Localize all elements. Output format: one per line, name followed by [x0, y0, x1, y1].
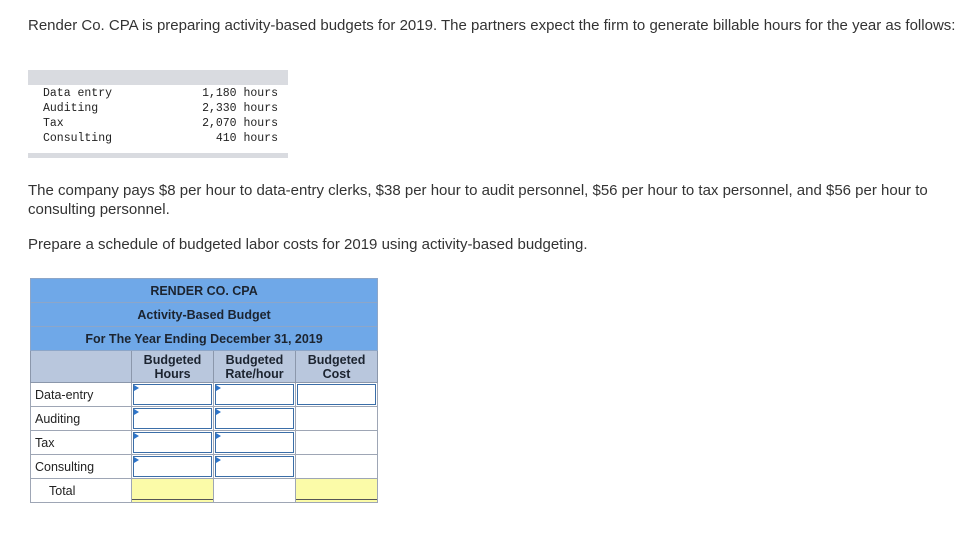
- double-underline: [296, 499, 377, 500]
- column-header-cost: Budgeted Cost: [296, 351, 378, 383]
- data-entry-hours-input[interactable]: [133, 384, 212, 405]
- row-label: Tax: [31, 431, 132, 455]
- auditing-cost-cell[interactable]: [296, 407, 378, 431]
- table-row-total: [31, 479, 378, 503]
- hours-row-auditing: [28, 101, 288, 116]
- billable-hours-box: [28, 70, 288, 158]
- hours-value: 2,330 hours: [202, 102, 278, 115]
- instruction-paragraph: Prepare a schedule of budgeted labor costs for 2019 using activity-based budgeting.: [28, 236, 588, 253]
- consulting-rate-input[interactable]: [215, 456, 294, 477]
- intro-paragraph: Render Co. CPA is preparing activity-based budgets for 2019. The partners expect the firm to generate billable hours for the year as follows:: [28, 17, 956, 34]
- hours-activity: Tax: [43, 117, 64, 130]
- row-label: Data-entry: [31, 383, 132, 407]
- column-header-hours: Budgeted Hours: [132, 351, 214, 383]
- row-label: Consulting: [31, 455, 132, 479]
- consulting-cost-cell[interactable]: [296, 455, 378, 479]
- activity-budget-table: [30, 278, 378, 503]
- rate-cell: [214, 407, 296, 431]
- rate-cell: [214, 431, 296, 455]
- hours-cell: [132, 455, 214, 479]
- tax-rate-input[interactable]: [215, 432, 294, 453]
- hours-activity: Data entry: [43, 87, 113, 100]
- rate-cell: [214, 383, 296, 407]
- table-title-company: RENDER CO. CPA: [31, 279, 378, 303]
- tax-cost-cell[interactable]: [296, 431, 378, 455]
- hours-box-top-bar: [28, 70, 288, 85]
- row-label: Auditing: [31, 407, 132, 431]
- table-title-budget: Activity-Based Budget: [31, 303, 378, 327]
- table-title-period: For The Year Ending December 31, 2019: [31, 327, 378, 351]
- hours-value: 410 hours: [215, 132, 278, 145]
- hours-cell: [132, 431, 214, 455]
- double-underline: [132, 499, 213, 500]
- table-row-tax: [31, 431, 378, 455]
- tax-hours-input[interactable]: [133, 432, 212, 453]
- column-header-blank: [31, 351, 132, 383]
- table-row-auditing: [31, 407, 378, 431]
- hours-value: 1,180 hours: [202, 87, 278, 100]
- total-hours-cell[interactable]: [132, 479, 214, 503]
- hours-row-tax: [28, 116, 288, 131]
- data-entry-rate-input[interactable]: [215, 384, 294, 405]
- total-label: Total: [31, 479, 132, 503]
- hours-cell: [132, 383, 214, 407]
- hours-cell: [132, 407, 214, 431]
- column-header-rate: Budgeted Rate/hour: [214, 351, 296, 383]
- hours-box-bottom-bar: [28, 153, 288, 158]
- hours-activity: Auditing: [43, 102, 99, 115]
- table-row-data-entry: [31, 383, 378, 407]
- hours-activity: Consulting: [43, 132, 113, 145]
- cost-cell: [296, 383, 378, 407]
- auditing-rate-input[interactable]: [215, 408, 294, 429]
- table-row-consulting: [31, 455, 378, 479]
- total-cost-cell[interactable]: [296, 479, 378, 503]
- total-rate-cell: [214, 479, 296, 503]
- hours-row-consulting: [28, 131, 288, 146]
- auditing-hours-input[interactable]: [133, 408, 212, 429]
- hours-value: 2,070 hours: [202, 117, 278, 130]
- consulting-hours-input[interactable]: [133, 456, 212, 477]
- data-entry-cost-input[interactable]: [297, 384, 376, 405]
- hours-row-data-entry: [28, 86, 288, 101]
- rate-cell: [214, 455, 296, 479]
- rates-paragraph: The company pays $8 per hour to data-entry clerks, $38 per hour to audit personnel, $56 per hour to tax personnel, and $56 per hour to consulting personnel.: [28, 182, 928, 218]
